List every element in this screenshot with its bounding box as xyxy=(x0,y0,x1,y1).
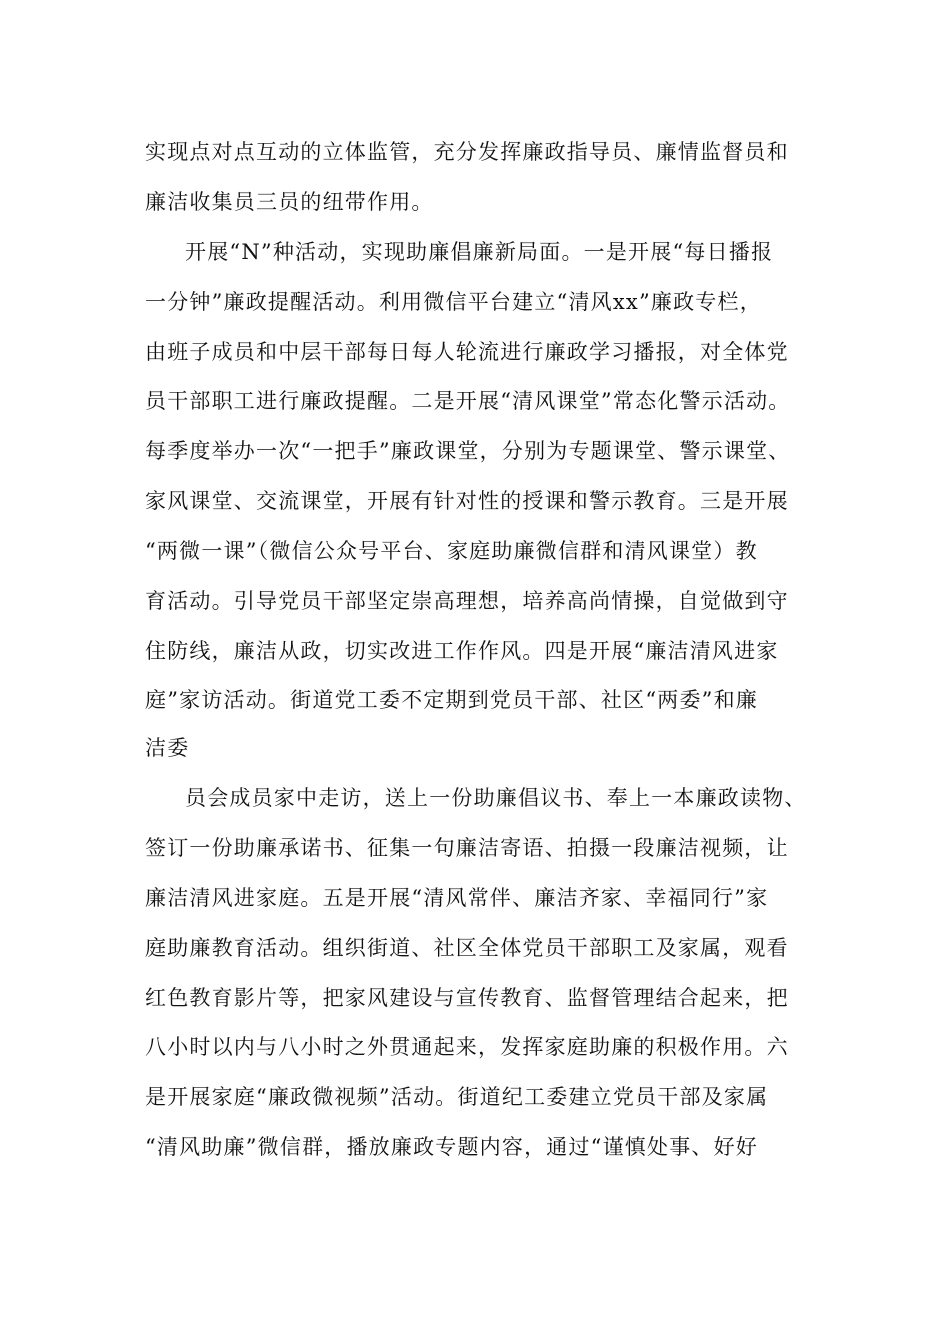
text-line: 廉洁清风进家庭。五是开展“清风常伴、廉洁齐家、幸福同行”家 xyxy=(145,886,769,910)
text-line: 每季度举办一次“一把手”廉政课堂，分别为专题课堂、警示课堂、 xyxy=(145,439,791,463)
text-line: 是开展家庭“廉政微视频”活动。街道纪工委建立党员干部及家属 xyxy=(145,1085,769,1109)
text-line: 员干部职工进行廉政提醒。二是开展“清风课堂”常态化警示活动。 xyxy=(145,389,791,413)
text-line: 红色教育影片等，把家风建设与宣传教育、监督管理结合起来，把 xyxy=(145,986,789,1010)
text-line: “两微一课”（微信公众号平台、家庭助廉微信群和清风课堂）教 xyxy=(145,539,758,563)
text-line: 由班子成员和中层干部每日每人轮流进行廉政学习播报，对全体党 xyxy=(145,340,789,364)
text-line: 洁委 xyxy=(145,736,190,760)
text-line: “清风助廉”微信群，播放廉政专题内容，通过“谨慎处事、好好 xyxy=(145,1135,759,1159)
text-line: 庭”家访活动。街道党工委不定期到党员干部、社区“两委”和廉 xyxy=(145,688,759,712)
text-line: 庭助廉教育活动。组织街道、社区全体党员干部职工及家属，观看 xyxy=(145,936,789,960)
text-line: 开展“N”种活动，实现助廉倡廉新局面。一是开展“每日播报 xyxy=(185,240,774,264)
text-line: 家风课堂、交流课堂，开展有针对性的授课和警示教育。三是开展 xyxy=(145,489,789,513)
text-line: 签订一份助廉承诺书、征集一句廉洁寄语、拍摄一段廉洁视频，让 xyxy=(145,836,789,860)
text-line: 员会成员家中走访，送上一份助廉倡议书、奉上一本廉政读物、 xyxy=(185,786,807,810)
text-line: 住防线，廉洁从政，切实改进工作作风。四是开展“廉洁清风进家 xyxy=(145,639,779,663)
text-line: 八小时以内与八小时之外贯通起来，发挥家庭助廉的积极作用。六 xyxy=(145,1035,789,1059)
text-line: 育活动。引导党员干部坚定崇高理想，培养高尚情操，自觉做到守 xyxy=(145,589,789,613)
text-line: 一分钟”廉政提醒活动。利用微信平台建立“清风xx”廉政专栏， xyxy=(145,290,762,314)
text-line: 廉洁收集员三员的纽带作用。 xyxy=(145,190,434,214)
text-line: 实现点对点互动的立体监管，充分发挥廉政指导员、廉情监督员和 xyxy=(145,140,789,164)
